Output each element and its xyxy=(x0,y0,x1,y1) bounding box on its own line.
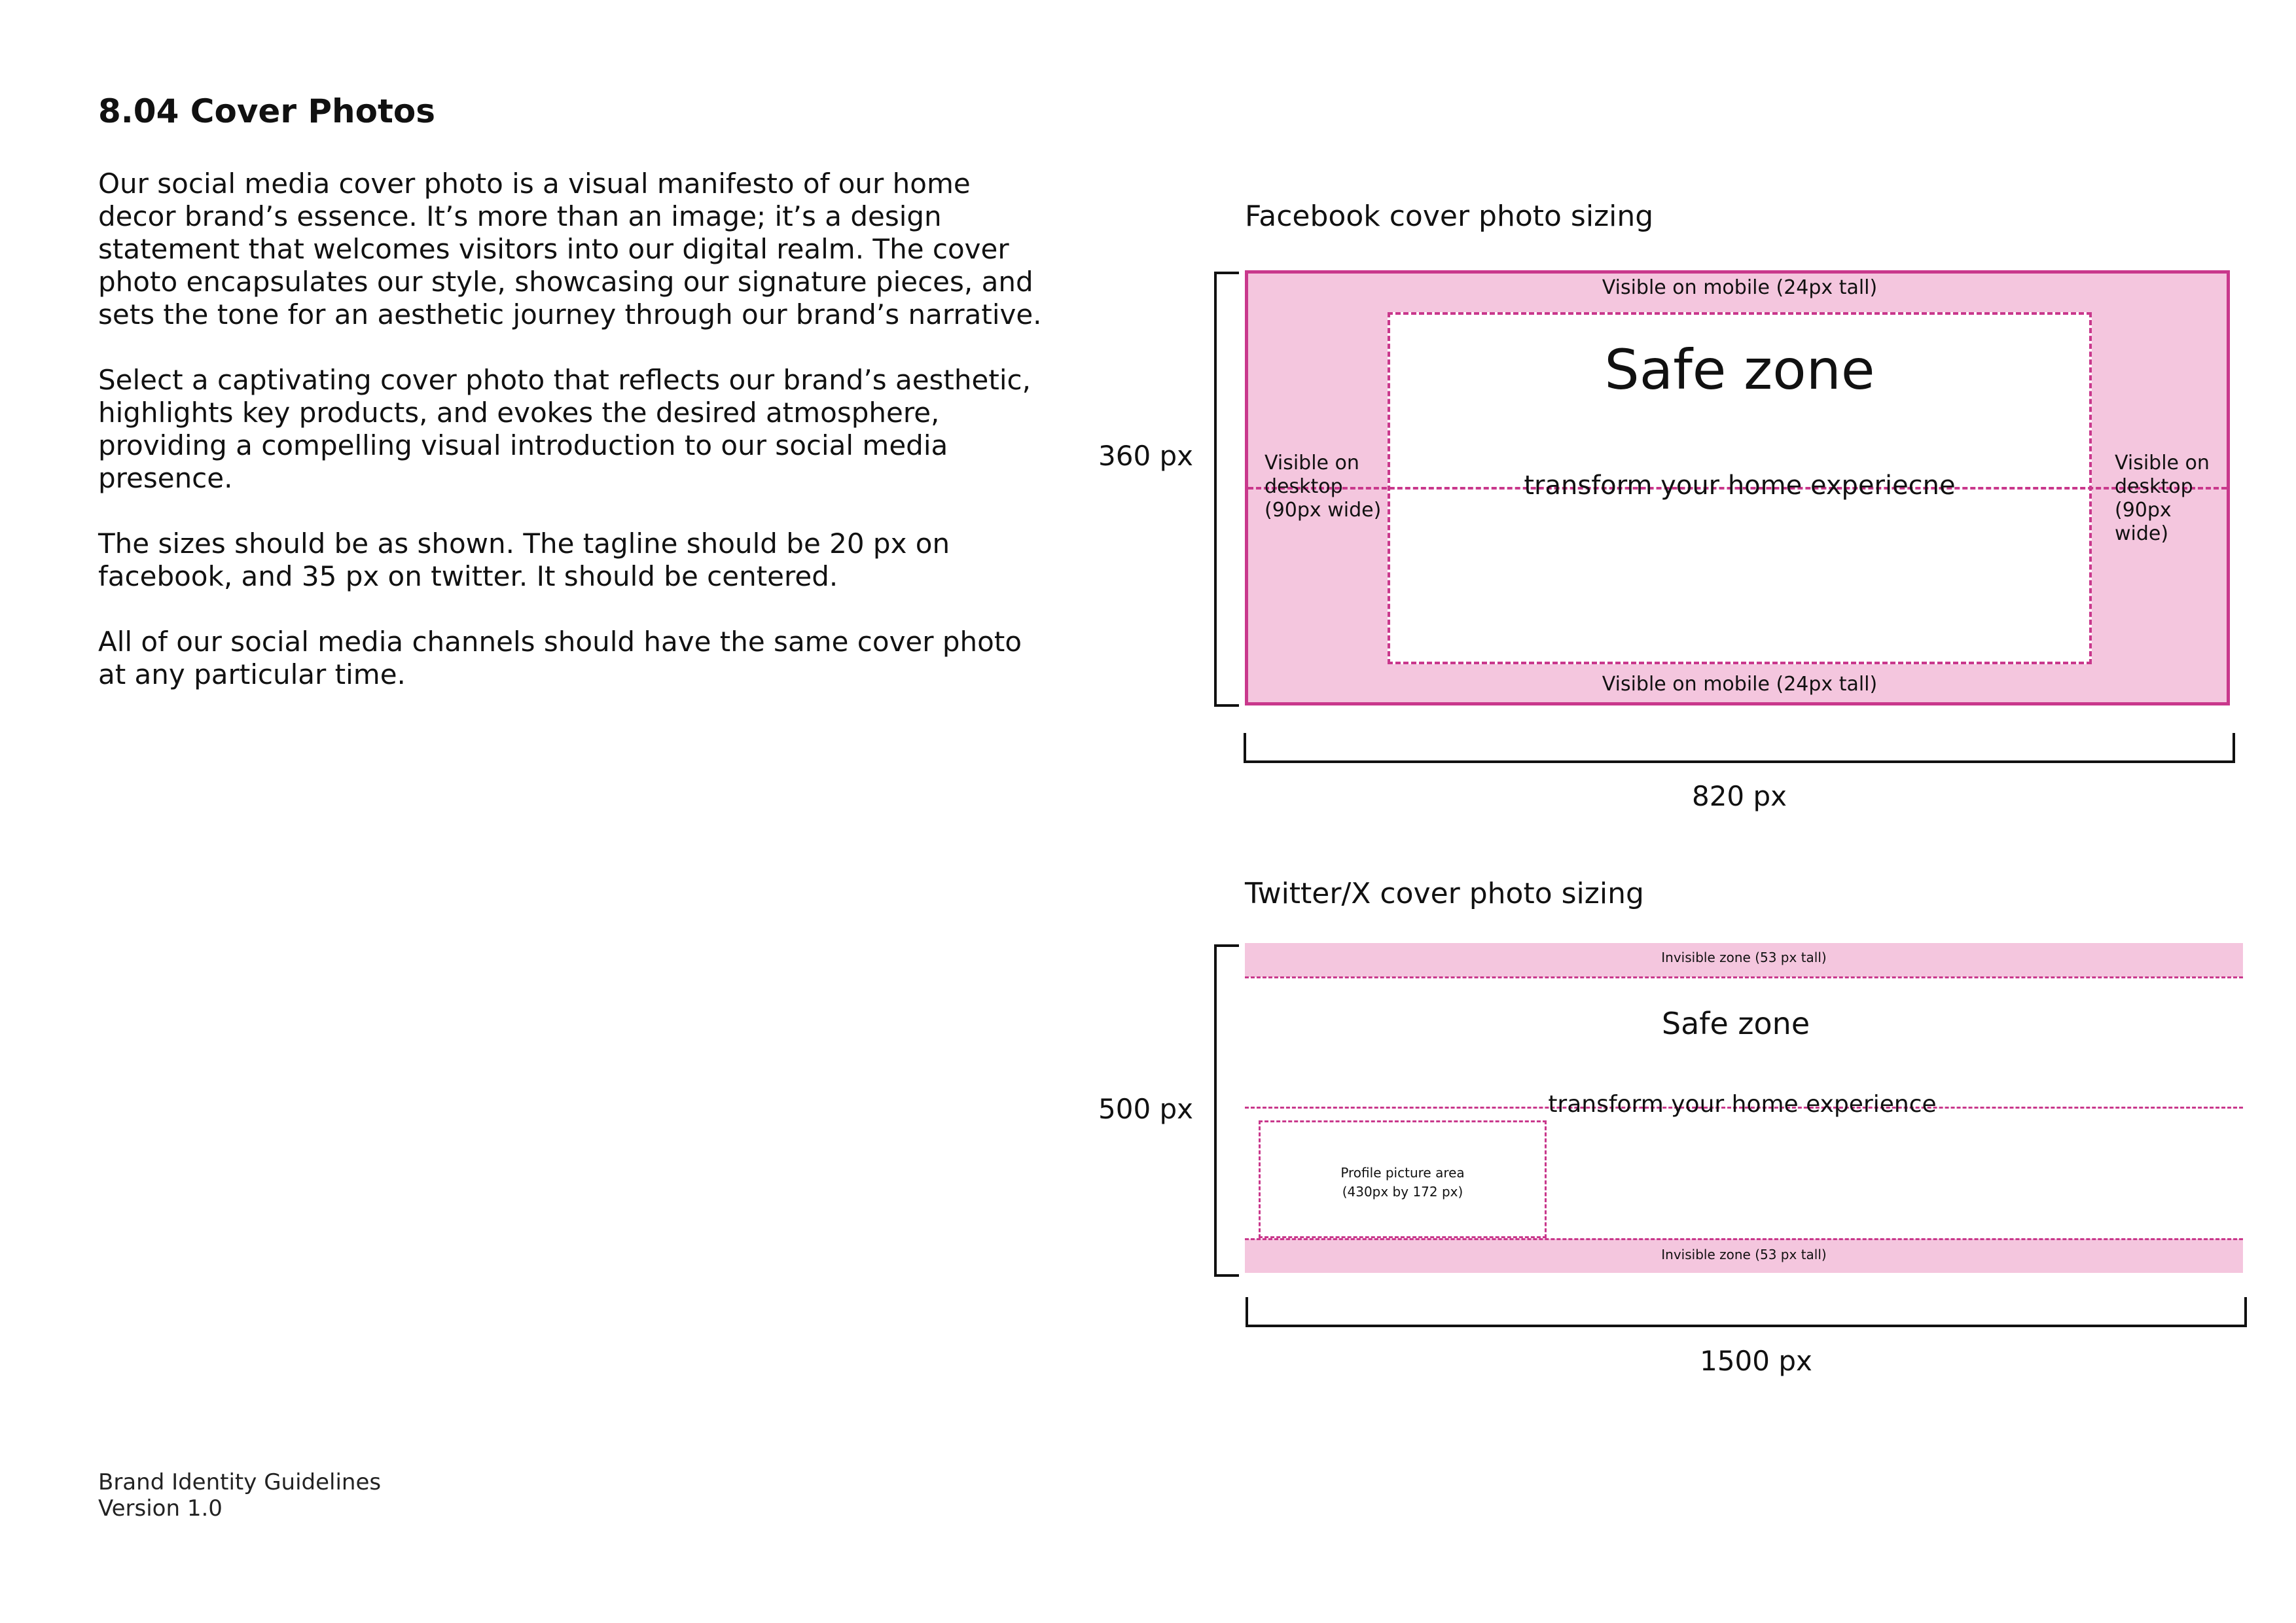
facebook-width-bracket xyxy=(1244,733,2235,763)
facebook-desktop-left-label: Visible on desktop (90px wide) xyxy=(1265,452,1382,522)
paragraph-sizes: The sizes should be as shown. The tagline should be 20 px on facebook, and 35 px on twitter. It should be centered. xyxy=(98,527,950,592)
body-text xyxy=(98,168,1054,724)
twitter-width-label: 1500 px xyxy=(1700,1345,1812,1377)
twitter-section-title: Twitter/X cover photo sizing xyxy=(1245,877,1644,910)
twitter-width-bracket xyxy=(1246,1297,2247,1327)
footer xyxy=(98,1469,381,1522)
twitter-profile-size-label: (430px by 172 px) xyxy=(1342,1184,1463,1200)
twitter-safe-zone-label: Safe zone xyxy=(1661,1006,1810,1041)
twitter-top-guide xyxy=(1245,976,2243,978)
facebook-section-title: Facebook cover photo sizing xyxy=(1245,200,1654,233)
facebook-mobile-top-label: Visible on mobile (24px tall) xyxy=(1602,276,1878,299)
facebook-height-bracket xyxy=(1214,272,1239,707)
facebook-height-label: 360 px xyxy=(1098,440,1194,472)
twitter-height-bracket xyxy=(1214,944,1239,1277)
footer-version: Version 1.0 xyxy=(98,1495,223,1522)
paragraph-intro: Our social media cover photo is a visual manifesto of our home decor brand’s essence. It’s more than an image; it’s a design statement that welcomes visitors into our digital realm. The cover photo encapsulates our style, showcasing our signature pieces, and sets the tone for an aesthetic journey through our brand’s narrative. xyxy=(98,168,1042,330)
twitter-invisible-top-label: Invisible zone (53 px tall) xyxy=(1661,950,1827,965)
paragraph-consistency: All of our social media channels should have the same cover photo at any particular time. xyxy=(98,626,1022,690)
paragraph-selection: Select a captivating cover photo that reflects our brand’s aesthetic, highlights key products, and evokes the desired atmosphere, providing a compelling visual introduction to our social media presence. xyxy=(98,364,1031,494)
twitter-tagline: transform your home experience xyxy=(1548,1091,1937,1118)
facebook-desktop-right-label: Visible on desktop (90px wide) xyxy=(2115,452,2210,545)
twitter-profile-label: Profile picture area xyxy=(1340,1165,1465,1181)
twitter-bottom-guide xyxy=(1245,1238,2243,1240)
twitter-invisible-bottom-label: Invisible zone (53 px tall) xyxy=(1661,1247,1827,1262)
facebook-mobile-bottom-label: Visible on mobile (24px tall) xyxy=(1602,673,1878,696)
twitter-height-label: 500 px xyxy=(1098,1093,1194,1125)
facebook-width-label: 820 px xyxy=(1691,780,1787,812)
facebook-tagline: transform your home experiecne xyxy=(1524,471,1956,501)
page-title: 8.04 Cover Photos xyxy=(98,92,435,130)
facebook-safe-zone-label: Safe zone xyxy=(1604,338,1875,402)
footer-title: Brand Identity Guidelines xyxy=(98,1469,382,1495)
